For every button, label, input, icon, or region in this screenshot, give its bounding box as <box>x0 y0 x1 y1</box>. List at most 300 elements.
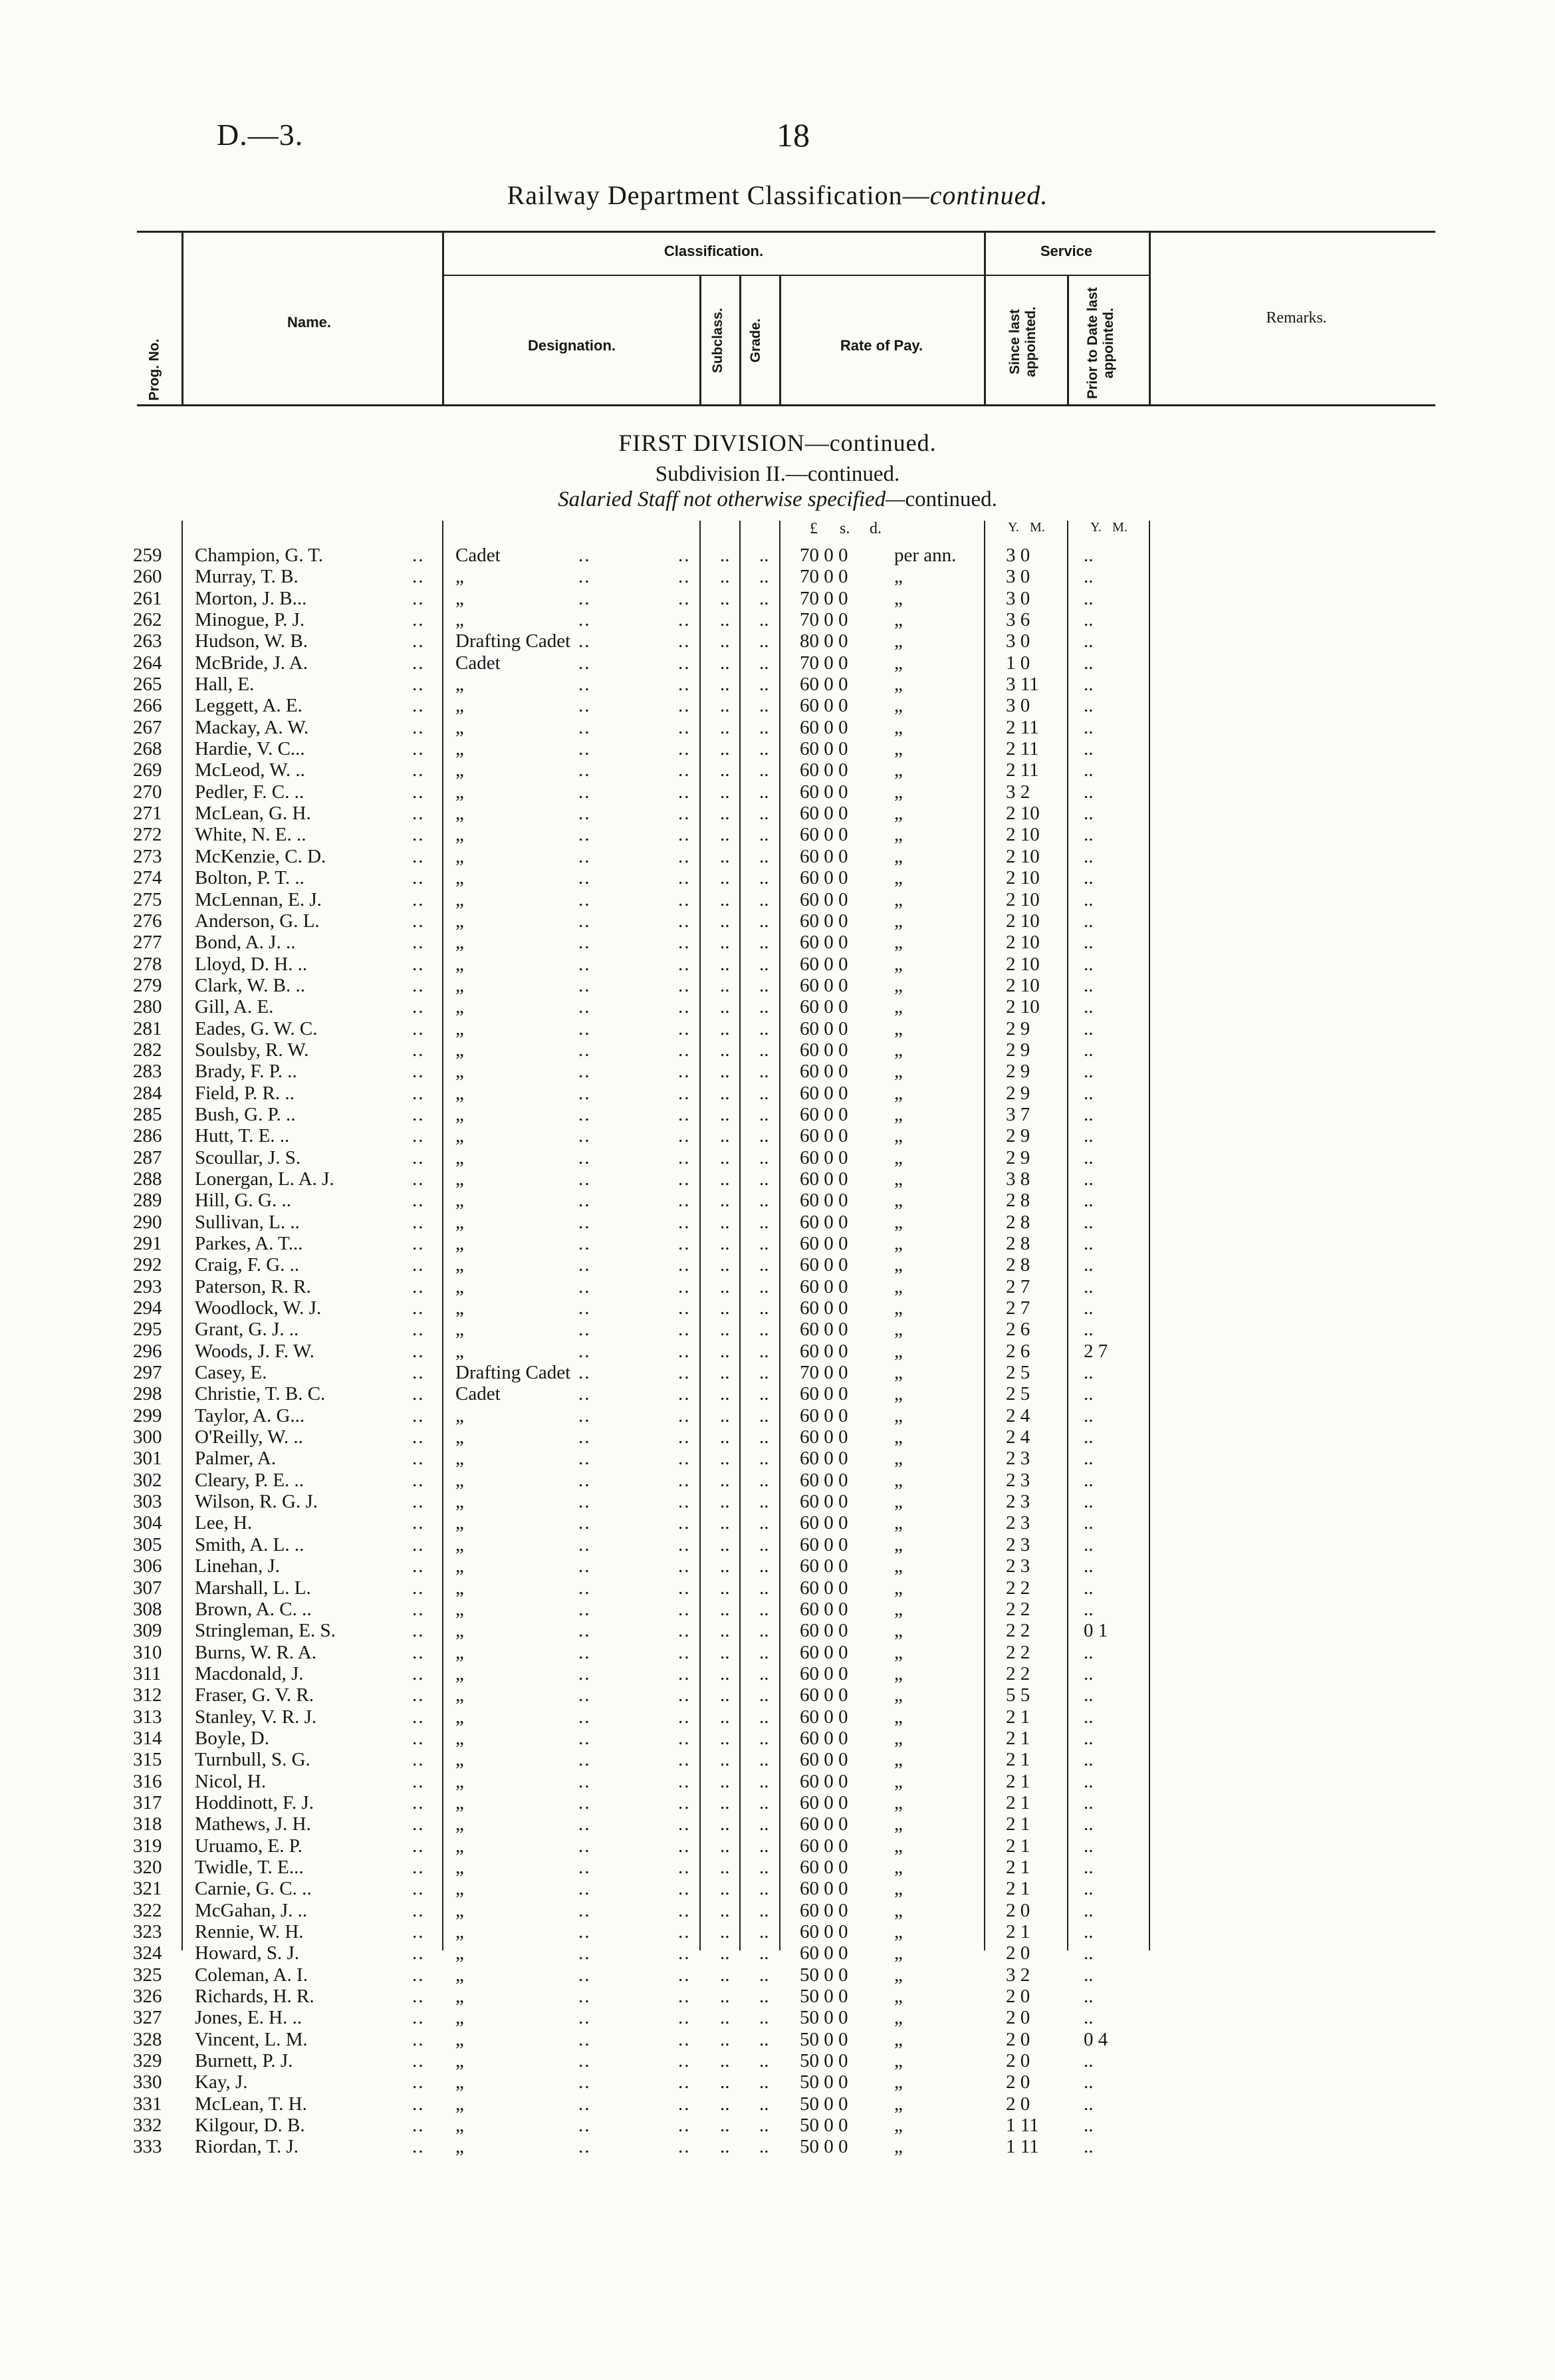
subclass-dots: .. <box>678 1211 691 1233</box>
table-row <box>0 1792 1555 1813</box>
staff-name: Field, P. R. .. <box>195 1082 295 1104</box>
designation-leader-dots: .. <box>578 2028 591 2050</box>
designation-leader-dots: .. <box>578 1340 591 1362</box>
subclass-dots: .. <box>678 1555 691 1577</box>
service-prior: .. <box>1084 609 1094 631</box>
grade-dots: .. <box>720 1662 730 1684</box>
grade-dots-2: .. <box>759 2050 769 2072</box>
subclass-dots: .. <box>678 1340 691 1362</box>
pay-period: „ <box>894 1727 903 1749</box>
designation: „ <box>455 1598 464 1620</box>
name-leader-dots: .. <box>412 845 425 867</box>
name-leader-dots: .. <box>412 716 425 738</box>
designation-leader-dots: .. <box>578 1254 591 1276</box>
service-prior: .. <box>1084 824 1094 846</box>
table-row <box>0 910 1555 932</box>
grade-dots: .. <box>720 803 730 825</box>
service-prior: .. <box>1084 1061 1094 1083</box>
designation-leader-dots: .. <box>578 2093 591 2115</box>
pay-period: „ <box>894 652 903 674</box>
name-leader-dots: .. <box>412 1749 425 1771</box>
prog-number: 321 <box>133 1878 162 1900</box>
name-leader-dots: .. <box>412 1813 425 1835</box>
rate-of-pay: 50 0 0 <box>800 2115 848 2137</box>
service-since-last: 2 1 <box>1006 1727 1030 1749</box>
designation: „ <box>455 759 464 781</box>
staff-name: Leggett, A. E. <box>195 695 302 717</box>
pay-period: „ <box>894 630 903 652</box>
designation: „ <box>455 1017 464 1039</box>
grade-dots-2: .. <box>759 609 769 631</box>
designation: „ <box>455 845 464 867</box>
designation-leader-dots: .. <box>578 1620 591 1642</box>
rate-of-pay: 60 0 0 <box>800 1770 848 1792</box>
service-since-last: 2 0 <box>1006 2007 1030 2029</box>
grade-dots-2: .. <box>759 1340 769 1362</box>
service-prior: .. <box>1084 1190 1094 1212</box>
grade-dots: .. <box>720 867 730 889</box>
staff-name: Kilgour, D. B. <box>195 2115 305 2137</box>
title-main: Railway Department Classification— <box>507 180 930 210</box>
subclass-dots: .. <box>678 803 691 825</box>
rate-of-pay: 60 0 0 <box>800 824 848 846</box>
grade-dots-2: .. <box>759 1835 769 1857</box>
rate-of-pay: 60 0 0 <box>800 1211 848 1233</box>
table-row <box>0 1878 1555 1899</box>
subclass-dots: .. <box>678 1835 691 1857</box>
pay-period: „ <box>894 587 903 609</box>
prog-number: 304 <box>133 1512 162 1534</box>
service-since-last: 3 11 <box>1006 674 1039 696</box>
grade-dots: .. <box>720 1749 730 1771</box>
prog-number: 277 <box>133 932 162 954</box>
table-row <box>0 1491 1555 1512</box>
grade-dots: .. <box>720 1598 730 1620</box>
grade-dots-2: .. <box>759 1469 769 1491</box>
designation-leader-dots: .. <box>578 996 591 1018</box>
designation: „ <box>455 1125 464 1147</box>
table-row <box>0 2050 1555 2071</box>
grade-dots: .. <box>720 1942 730 1964</box>
table-row <box>0 1018 1555 1039</box>
name-leader-dots: .. <box>412 1964 425 1986</box>
prog-number: 301 <box>133 1448 162 1470</box>
grade-dots: .. <box>720 1146 730 1168</box>
grade-dots: .. <box>720 1404 730 1426</box>
staff-name: Christie, T. B. C. <box>195 1383 326 1405</box>
unit-prior-years: Y. <box>1090 520 1102 535</box>
service-since-last: 2 11 <box>1006 738 1039 760</box>
designation: „ <box>455 609 464 631</box>
rate-of-pay: 60 0 0 <box>800 1641 848 1663</box>
service-prior: .. <box>1084 630 1094 652</box>
service-since-last: 3 0 <box>1006 545 1030 566</box>
name-leader-dots: .. <box>412 781 425 803</box>
grade-dots: .. <box>720 1448 730 1470</box>
subclass-dots: .. <box>678 630 691 652</box>
table-row <box>0 1039 1555 1061</box>
header-subclass: Subclass. <box>710 307 725 374</box>
table-row <box>0 1921 1555 1942</box>
service-since-last: 2 2 <box>1006 1598 1030 1620</box>
designation: „ <box>455 1297 464 1319</box>
title-continued: continued. <box>929 180 1048 210</box>
subclass-dots: .. <box>678 1448 691 1470</box>
designation: „ <box>455 1835 464 1857</box>
service-since-last: 2 10 <box>1006 996 1040 1018</box>
prog-number: 322 <box>133 1899 162 1921</box>
rate-of-pay: 50 0 0 <box>800 2093 848 2115</box>
designation: „ <box>455 1319 464 1341</box>
staff-name: Boyle, D. <box>195 1727 269 1749</box>
grade-dots: .. <box>720 2093 730 2115</box>
grade-dots: .. <box>720 1190 730 1212</box>
grade-dots-2: .. <box>759 1577 769 1599</box>
name-leader-dots: .. <box>412 1878 425 1900</box>
grade-dots-2: .. <box>759 1448 769 1470</box>
service-since-last: 2 8 <box>1006 1190 1030 1212</box>
pay-period: „ <box>894 845 903 867</box>
designation: „ <box>455 1577 464 1599</box>
grade-dots-2: .. <box>759 1856 769 1878</box>
staff-name: Scoullar, J. S. <box>195 1146 301 1168</box>
rate-of-pay: 60 0 0 <box>800 867 848 889</box>
staff-name: Minogue, P. J. <box>195 609 305 631</box>
staff-name: Vincent, L. M. <box>195 2028 308 2050</box>
name-leader-dots: .. <box>412 1791 425 1813</box>
subclass-dots: .. <box>678 888 691 910</box>
subclass-dots: .. <box>678 1275 691 1297</box>
staff-name: Stringleman, E. S. <box>195 1620 336 1642</box>
service-since-last: 1 11 <box>1006 2136 1039 2158</box>
division-heading: FIRST DIVISION—continued. <box>618 430 937 456</box>
name-leader-dots: .. <box>412 1297 425 1319</box>
designation: „ <box>455 867 464 889</box>
designation-leader-dots: .. <box>578 759 591 781</box>
pay-period: „ <box>894 716 903 738</box>
grade-dots-2: .. <box>759 2028 769 2050</box>
table-row <box>0 1212 1555 1233</box>
rate-of-pay: 60 0 0 <box>800 674 848 696</box>
service-since-last: 2 9 <box>1006 1017 1030 1039</box>
subclass-dots: .. <box>678 1039 691 1061</box>
name-leader-dots: .. <box>412 2115 425 2137</box>
service-since-last: 2 1 <box>1006 1770 1030 1792</box>
designation: „ <box>455 781 464 803</box>
service-since-last: 2 10 <box>1006 803 1040 825</box>
prog-number: 265 <box>133 674 162 696</box>
service-since-last: 2 7 <box>1006 1275 1030 1297</box>
grade-dots: .. <box>720 2071 730 2093</box>
service-prior: .. <box>1084 1448 1094 1470</box>
table-row <box>0 2071 1555 2093</box>
subclass-dots: .. <box>678 1297 691 1319</box>
name-leader-dots: .. <box>412 910 425 932</box>
service-since-last: 2 2 <box>1006 1577 1030 1599</box>
grade-dots-2: .. <box>759 1749 769 1771</box>
name-leader-dots: .. <box>412 1017 425 1039</box>
grade-dots: .. <box>720 1383 730 1405</box>
name-leader-dots: .. <box>412 1125 425 1147</box>
pay-period: „ <box>894 1878 903 1900</box>
prog-number: 289 <box>133 1190 162 1212</box>
designation: Cadet <box>455 1383 501 1405</box>
pay-period: „ <box>894 738 903 760</box>
service-prior: .. <box>1084 587 1094 609</box>
designation-leader-dots: .. <box>578 932 591 954</box>
designation: „ <box>455 1168 464 1190</box>
rate-of-pay: 60 0 0 <box>800 1383 848 1405</box>
grade-dots-2: .. <box>759 1533 769 1555</box>
page-number: 18 <box>777 116 810 154</box>
designation: „ <box>455 2115 464 2137</box>
grade-dots-2: .. <box>759 1641 769 1663</box>
designation: „ <box>455 953 464 975</box>
name-leader-dots: .. <box>412 652 425 674</box>
subclass-dots: .. <box>678 1813 691 1835</box>
service-prior: .. <box>1084 1404 1094 1426</box>
unit-pence: d. <box>870 520 882 537</box>
designation: „ <box>455 1082 464 1104</box>
staff-heading-continued: continued. <box>905 487 997 511</box>
pay-period: „ <box>894 674 903 696</box>
service-prior: .. <box>1084 910 1094 932</box>
subclass-dots: .. <box>678 2136 691 2158</box>
name-leader-dots: .. <box>412 1598 425 1620</box>
staff-name: Hall, E. <box>195 674 255 696</box>
service-prior: .. <box>1084 1383 1094 1405</box>
name-leader-dots: .. <box>412 1770 425 1792</box>
prog-number: 330 <box>133 2071 162 2093</box>
grade-dots-2: .. <box>759 1727 769 1749</box>
designation-leader-dots: .. <box>578 2136 591 2158</box>
table-row <box>0 1426 1555 1448</box>
service-since-last: 2 9 <box>1006 1125 1030 1147</box>
grade-dots-2: .. <box>759 1168 769 1190</box>
header-designation: Designation. <box>527 337 616 354</box>
service-since-last: 2 10 <box>1006 867 1040 889</box>
grade-dots-2: .. <box>759 2136 769 2158</box>
prog-number: 332 <box>133 2115 162 2137</box>
subclass-dots: .. <box>678 652 691 674</box>
grade-dots: .. <box>720 1082 730 1104</box>
grade-dots: .. <box>720 1727 730 1749</box>
grade-dots-2: .. <box>759 1362 769 1384</box>
header-rate-of-pay: Rate of Pay. <box>840 337 923 354</box>
name-leader-dots: .. <box>412 545 425 566</box>
rate-of-pay: 60 0 0 <box>800 932 848 954</box>
name-leader-dots: .. <box>412 674 425 696</box>
subclass-dots: .. <box>678 587 691 609</box>
pay-period: „ <box>894 1061 903 1083</box>
table-row <box>0 2029 1555 2050</box>
designation: „ <box>455 1878 464 1900</box>
designation-leader-dots: .. <box>578 1533 591 1555</box>
designation-leader-dots: .. <box>578 953 591 975</box>
grade-dots-2: .. <box>759 996 769 1018</box>
rate-of-pay: 60 0 0 <box>800 974 848 996</box>
table-row <box>0 1190 1555 1211</box>
rate-of-pay: 60 0 0 <box>800 996 848 1018</box>
grade-dots-2: .. <box>759 845 769 867</box>
staff-name: Clark, W. B. .. <box>195 974 305 996</box>
pay-period: „ <box>894 1146 903 1168</box>
designation-leader-dots: .. <box>578 1813 591 1835</box>
staff-name: Smith, A. L. .. <box>195 1533 304 1555</box>
designation-leader-dots: .. <box>578 1899 591 1921</box>
service-prior: .. <box>1084 1017 1094 1039</box>
designation-leader-dots: .. <box>578 1921 591 1942</box>
grade-dots: .. <box>720 974 730 996</box>
rate-of-pay: 60 0 0 <box>800 1190 848 1212</box>
designation: „ <box>455 910 464 932</box>
prog-number: 333 <box>133 2136 162 2158</box>
designation: „ <box>455 1662 464 1684</box>
prog-number: 274 <box>133 867 162 889</box>
staff-name: Bolton, P. T. .. <box>195 867 304 889</box>
pay-period: „ <box>894 1620 903 1642</box>
name-leader-dots: .. <box>412 1641 425 1663</box>
table-row <box>0 1125 1555 1146</box>
name-leader-dots: .. <box>412 824 425 846</box>
prog-number: 264 <box>133 652 162 674</box>
subclass-dots: .. <box>678 974 691 996</box>
pay-period: „ <box>894 2093 903 2115</box>
pay-period: „ <box>894 1426 903 1448</box>
rate-of-pay: 60 0 0 <box>800 1297 848 1319</box>
designation-leader-dots: .. <box>578 630 591 652</box>
service-since-last: 2 0 <box>1006 1986 1030 2008</box>
pay-period: „ <box>894 1103 903 1125</box>
designation: „ <box>455 1233 464 1254</box>
grade-dots: .. <box>720 630 730 652</box>
page-title <box>0 180 1555 211</box>
designation: „ <box>455 2093 464 2115</box>
service-prior: .. <box>1084 1039 1094 1061</box>
prog-number: 328 <box>133 2028 162 2050</box>
designation-leader-dots: .. <box>578 1749 591 1771</box>
rate-of-pay: 60 0 0 <box>800 1082 848 1104</box>
subclass-dots: .. <box>678 1641 691 1663</box>
name-leader-dots: .. <box>412 566 425 588</box>
designation: „ <box>455 1211 464 1233</box>
grade-dots: .. <box>720 545 730 566</box>
service-prior: 0 1 <box>1084 1620 1108 1642</box>
grade-dots-2: .. <box>759 1039 769 1061</box>
service-prior: .. <box>1084 1598 1094 1620</box>
prog-number: 272 <box>133 824 162 846</box>
name-leader-dots: .. <box>412 974 425 996</box>
grade-dots-2: .. <box>759 1921 769 1942</box>
staff-name: Kay, J. <box>195 2071 248 2093</box>
rule-subclass-left <box>699 275 701 406</box>
service-prior: .. <box>1084 1103 1094 1125</box>
subclass-dots: .. <box>678 695 691 717</box>
service-prior: .. <box>1084 1921 1094 1942</box>
table-row <box>0 1254 1555 1275</box>
subclass-dots: .. <box>678 2028 691 2050</box>
service-since-last: 2 8 <box>1006 1233 1030 1254</box>
subclass-dots: .. <box>678 1426 691 1448</box>
prog-number: 259 <box>133 545 162 566</box>
prog-number: 315 <box>133 1749 162 1771</box>
service-since-last: 2 9 <box>1006 1061 1030 1083</box>
grade-dots-2: .. <box>759 1964 769 1986</box>
designation: „ <box>455 2050 464 2072</box>
rate-of-pay: 60 0 0 <box>800 1340 848 1362</box>
service-prior: 0 4 <box>1084 2028 1108 2050</box>
grade-dots-2: .. <box>759 1620 769 1642</box>
designation: „ <box>455 674 464 696</box>
prog-number: 327 <box>133 2007 162 2029</box>
prog-number: 311 <box>133 1662 162 1684</box>
prog-number: 320 <box>133 1856 162 1878</box>
name-leader-dots: .. <box>412 1856 425 1878</box>
designation-leader-dots: .. <box>578 781 591 803</box>
prog-number: 266 <box>133 695 162 717</box>
pay-period: „ <box>894 1039 903 1061</box>
staff-name: Lloyd, D. H. .. <box>195 953 308 975</box>
header-classification: Classification. <box>663 243 764 259</box>
designation-leader-dots: .. <box>578 1835 591 1857</box>
subclass-dots: .. <box>678 1491 691 1513</box>
grade-dots: .. <box>720 1835 730 1857</box>
service-prior: .. <box>1084 1533 1094 1555</box>
table-row <box>0 1405 1555 1426</box>
designation: „ <box>455 1899 464 1921</box>
designation: „ <box>455 1103 464 1125</box>
pay-period: „ <box>894 2050 903 2072</box>
name-leader-dots: .. <box>412 867 425 889</box>
staff-name: Soulsby, R. W. <box>195 1039 309 1061</box>
grade-dots: .. <box>720 1168 730 1190</box>
service-since-last: 2 5 <box>1006 1383 1030 1405</box>
table-row <box>0 1813 1555 1835</box>
staff-name: Grant, G. J. .. <box>195 1319 299 1341</box>
grade-dots: .. <box>720 716 730 738</box>
pay-period: „ <box>894 1942 903 1964</box>
service-prior: .. <box>1084 1770 1094 1792</box>
rate-of-pay: 60 0 0 <box>800 1727 848 1749</box>
prog-number: 319 <box>133 1835 162 1857</box>
pay-period: „ <box>894 910 903 932</box>
grade-dots-2: .. <box>759 932 769 954</box>
name-leader-dots: .. <box>412 932 425 954</box>
prog-number: 267 <box>133 716 162 738</box>
service-prior: .. <box>1084 932 1094 954</box>
document-code: D.—3. <box>217 118 304 152</box>
subclass-dots: .. <box>678 716 691 738</box>
subclass-dots: .. <box>678 996 691 1018</box>
grade-dots-2: .. <box>759 1146 769 1168</box>
prog-number: 297 <box>133 1362 162 1384</box>
pay-period: „ <box>894 1749 903 1771</box>
rate-of-pay: 60 0 0 <box>800 759 848 781</box>
table-row <box>0 1083 1555 1104</box>
prog-number: 300 <box>133 1426 162 1448</box>
staff-name: Murray, T. B. <box>195 566 299 588</box>
subclass-dots: .. <box>678 1921 691 1942</box>
designation: „ <box>455 2071 464 2093</box>
service-prior: .. <box>1084 1749 1094 1771</box>
grade-dots-2: .. <box>759 1986 769 2008</box>
designation: „ <box>455 1813 464 1835</box>
staff-name: Gill, A. E. <box>195 996 274 1018</box>
pay-period: „ <box>894 1964 903 1986</box>
service-since-last: 2 10 <box>1006 824 1040 846</box>
service-since-last: 3 7 <box>1006 1103 1030 1125</box>
table-row <box>0 2136 1555 2157</box>
